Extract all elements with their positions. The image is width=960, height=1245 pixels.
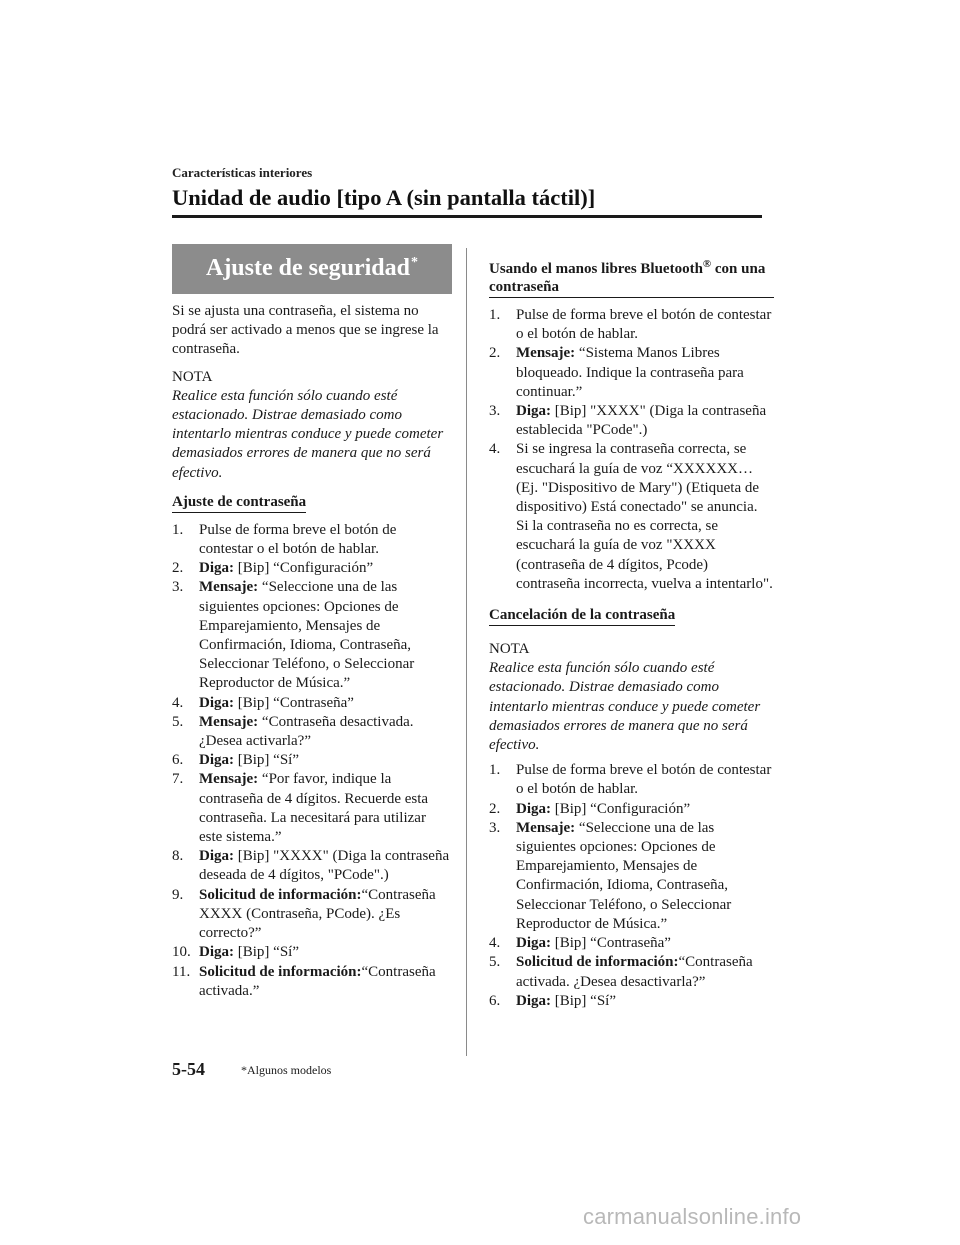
step-label: Solicitud de información: xyxy=(199,963,362,980)
step-item xyxy=(172,694,452,713)
step-text: Pulse de forma breve el botón de contestar o el botón de hablar. xyxy=(516,762,772,798)
step-item xyxy=(489,440,774,517)
step-item xyxy=(489,934,774,953)
step-label: Diga: xyxy=(199,944,234,961)
step-number: 4. xyxy=(172,694,184,711)
left-column xyxy=(172,244,452,1001)
step-item xyxy=(172,886,452,944)
step-number: 4. xyxy=(489,935,501,952)
step-label: Solicitud de información: xyxy=(199,886,362,903)
step-item xyxy=(172,521,452,559)
step-label: Diga: xyxy=(516,403,551,420)
steps-list-set-password xyxy=(172,521,452,1001)
page-title: Unidad de audio [tipo A (sin pantalla táctil)] xyxy=(172,185,596,210)
banner-asterisk: * xyxy=(411,255,418,271)
step-text: “Seleccione una de las siguientes opciones: Opciones de Emparejamiento, Mensajes de Confirmación, Idioma, Contraseña, Seleccionar Teléfono, o Seleccionar Reproductor de Música.” xyxy=(516,819,732,932)
step-item xyxy=(172,770,452,847)
step-text: “Contraseña desactivada. ¿Desea activarla?” xyxy=(199,713,414,750)
section-label: Características interiores xyxy=(172,165,313,180)
step-item xyxy=(489,953,774,991)
heading-rule xyxy=(172,215,762,218)
step-number: 2. xyxy=(489,345,501,362)
step-number: 5. xyxy=(489,954,501,971)
step-label: Diga: xyxy=(516,992,551,1009)
banner-title: Ajuste de seguridad xyxy=(205,255,410,282)
step-label: Mensaje: xyxy=(516,819,576,836)
step-number: 5. xyxy=(172,713,184,730)
step-number: 2. xyxy=(489,800,501,817)
step-item xyxy=(172,559,452,578)
step-text: “Por favor, indique la contraseña de 4 dígitos. Recuerde esta contraseña. La necesitará para utilizar este sistema.” xyxy=(199,771,429,846)
step-text: “Contraseña activada. ¿Desea desactivarla?” xyxy=(516,954,753,990)
note-text: Realice esta función sólo cuando esté estacionado. Distrae demasiado como intentarlo mientras conduce y puede cometer demasiados errores de manera que no será efectivo. xyxy=(172,387,444,481)
step-item xyxy=(489,800,774,819)
watermark: carmanualsonline.info xyxy=(583,1204,802,1229)
step-text: [Bip] “Sí” xyxy=(234,944,299,961)
subheading-set-password: Ajuste de contraseña xyxy=(172,493,306,513)
column-divider xyxy=(466,248,467,1056)
step-text: [Bip] “Sí” xyxy=(551,992,616,1009)
step-item xyxy=(489,344,774,402)
step-label: Mensaje: xyxy=(516,345,576,362)
step-item xyxy=(489,992,774,1011)
step-item xyxy=(172,751,452,770)
subheading-bluetooth-password: Usando el manos libres Bluetooth® con una contraseña xyxy=(489,255,774,298)
step-item xyxy=(172,943,452,962)
step-text: Pulse de forma breve el botón de contestar o el botón de hablar. xyxy=(199,521,397,558)
step-text: [Bip] “Configuración” xyxy=(551,800,691,817)
step-text: “Sistema Manos Libres bloqueado. Indique la contraseña para continuar.” xyxy=(516,345,744,400)
step-number: 1. xyxy=(489,762,501,779)
step-number: 7. xyxy=(172,771,184,788)
step-number: 10. xyxy=(172,944,191,961)
section-banner xyxy=(172,244,452,294)
step-number: 3. xyxy=(489,819,501,836)
step-item xyxy=(172,963,452,1001)
step-label: Diga: xyxy=(516,800,551,817)
step-label: Diga: xyxy=(516,935,551,952)
steps-list-bluetooth xyxy=(489,306,774,594)
note-label: NOTA xyxy=(172,368,213,385)
step-item xyxy=(489,402,774,440)
step-item xyxy=(172,847,452,885)
step-number: 2. xyxy=(172,560,184,577)
step-item xyxy=(489,517,774,594)
step-number: 6. xyxy=(489,992,501,1009)
step-text: [Bip] “Contraseña” xyxy=(551,935,671,952)
step-number: 9. xyxy=(172,886,184,903)
step-text: [Bip] "XXXX" (Diga la contraseña establecida "PCode".) xyxy=(516,403,767,439)
step-label: Solicitud de información: xyxy=(516,954,679,971)
step-label: Mensaje: xyxy=(199,713,259,730)
step-text: Pulse de forma breve el botón de contestar o el botón de hablar. xyxy=(516,307,772,343)
step-text: [Bip] “Sí” xyxy=(234,752,299,769)
page-number: 5-54 xyxy=(172,1059,205,1079)
intro-paragraph: Si se ajusta una contraseña, el sistema no podrá ser activado a menos que se ingrese la contraseña. xyxy=(172,303,439,358)
step-item xyxy=(489,306,774,344)
note-label-right: NOTA xyxy=(489,641,530,658)
steps-list-cancel-password xyxy=(489,761,774,1011)
step-item xyxy=(172,578,452,693)
step-item xyxy=(489,761,774,799)
step-number: 1. xyxy=(172,521,184,538)
step-label: Diga: xyxy=(199,694,234,711)
right-column xyxy=(489,255,774,1011)
step-label: Diga: xyxy=(199,752,234,769)
step-label: Diga: xyxy=(199,848,234,865)
step-text: “Contraseña XXXX (Contraseña, PCode). ¿Es correcto?” xyxy=(199,886,436,942)
step-number: 1. xyxy=(489,307,501,323)
step-text: “Seleccione una de las siguientes opciones: Opciones de Emparejamiento, Mensajes de Confirmación, Idioma, Contraseña, Seleccionar Teléfono, o Seleccionar Reproductor de Música.” xyxy=(199,579,415,692)
step-number: 3. xyxy=(489,403,501,420)
step-text: [Bip] “Configuración” xyxy=(234,560,374,577)
step-number: 8. xyxy=(172,848,184,865)
footnote: *Algunos modelos xyxy=(241,1063,332,1077)
step-text: Si se ingresa la contraseña correcta, se escuchará la guía de voz “XXXXXX… (Ej. "Dispositivo de Mary") (Etiqueta de dispositivo) Está conectado" se anuncia. xyxy=(516,441,760,516)
step-text: Si la contraseña no es correcta, se escuchará la guía de voz "XXXX (contraseña de 4 dígitos, Pcode) contraseña incorrecta, vuelva a intentarlo". xyxy=(516,518,773,592)
step-label: Diga: xyxy=(199,560,234,577)
subheading-cancel-password: Cancelación de la contraseña xyxy=(489,606,675,626)
step-number: 11. xyxy=(172,963,191,980)
step-text: [Bip] “Contraseña” xyxy=(234,694,354,711)
step-number: 6. xyxy=(172,752,184,769)
step-item xyxy=(489,819,774,934)
step-label: Mensaje: xyxy=(199,579,259,596)
step-number: 4. xyxy=(489,441,501,458)
step-item xyxy=(172,713,452,751)
step-text: [Bip] "XXXX" (Diga la contraseña deseada de 4 dígitos, "PCode".) xyxy=(199,848,450,884)
step-label: Mensaje: xyxy=(199,771,259,788)
step-text: “Contraseña activada.” xyxy=(199,963,436,999)
note-text-right: Realice esta función sólo cuando esté estacionado. Distrae demasiado como intentarlo mientras conduce y puede cometer demasiados errores de manera que no será efectivo. xyxy=(489,660,761,754)
step-number: 3. xyxy=(172,579,184,596)
